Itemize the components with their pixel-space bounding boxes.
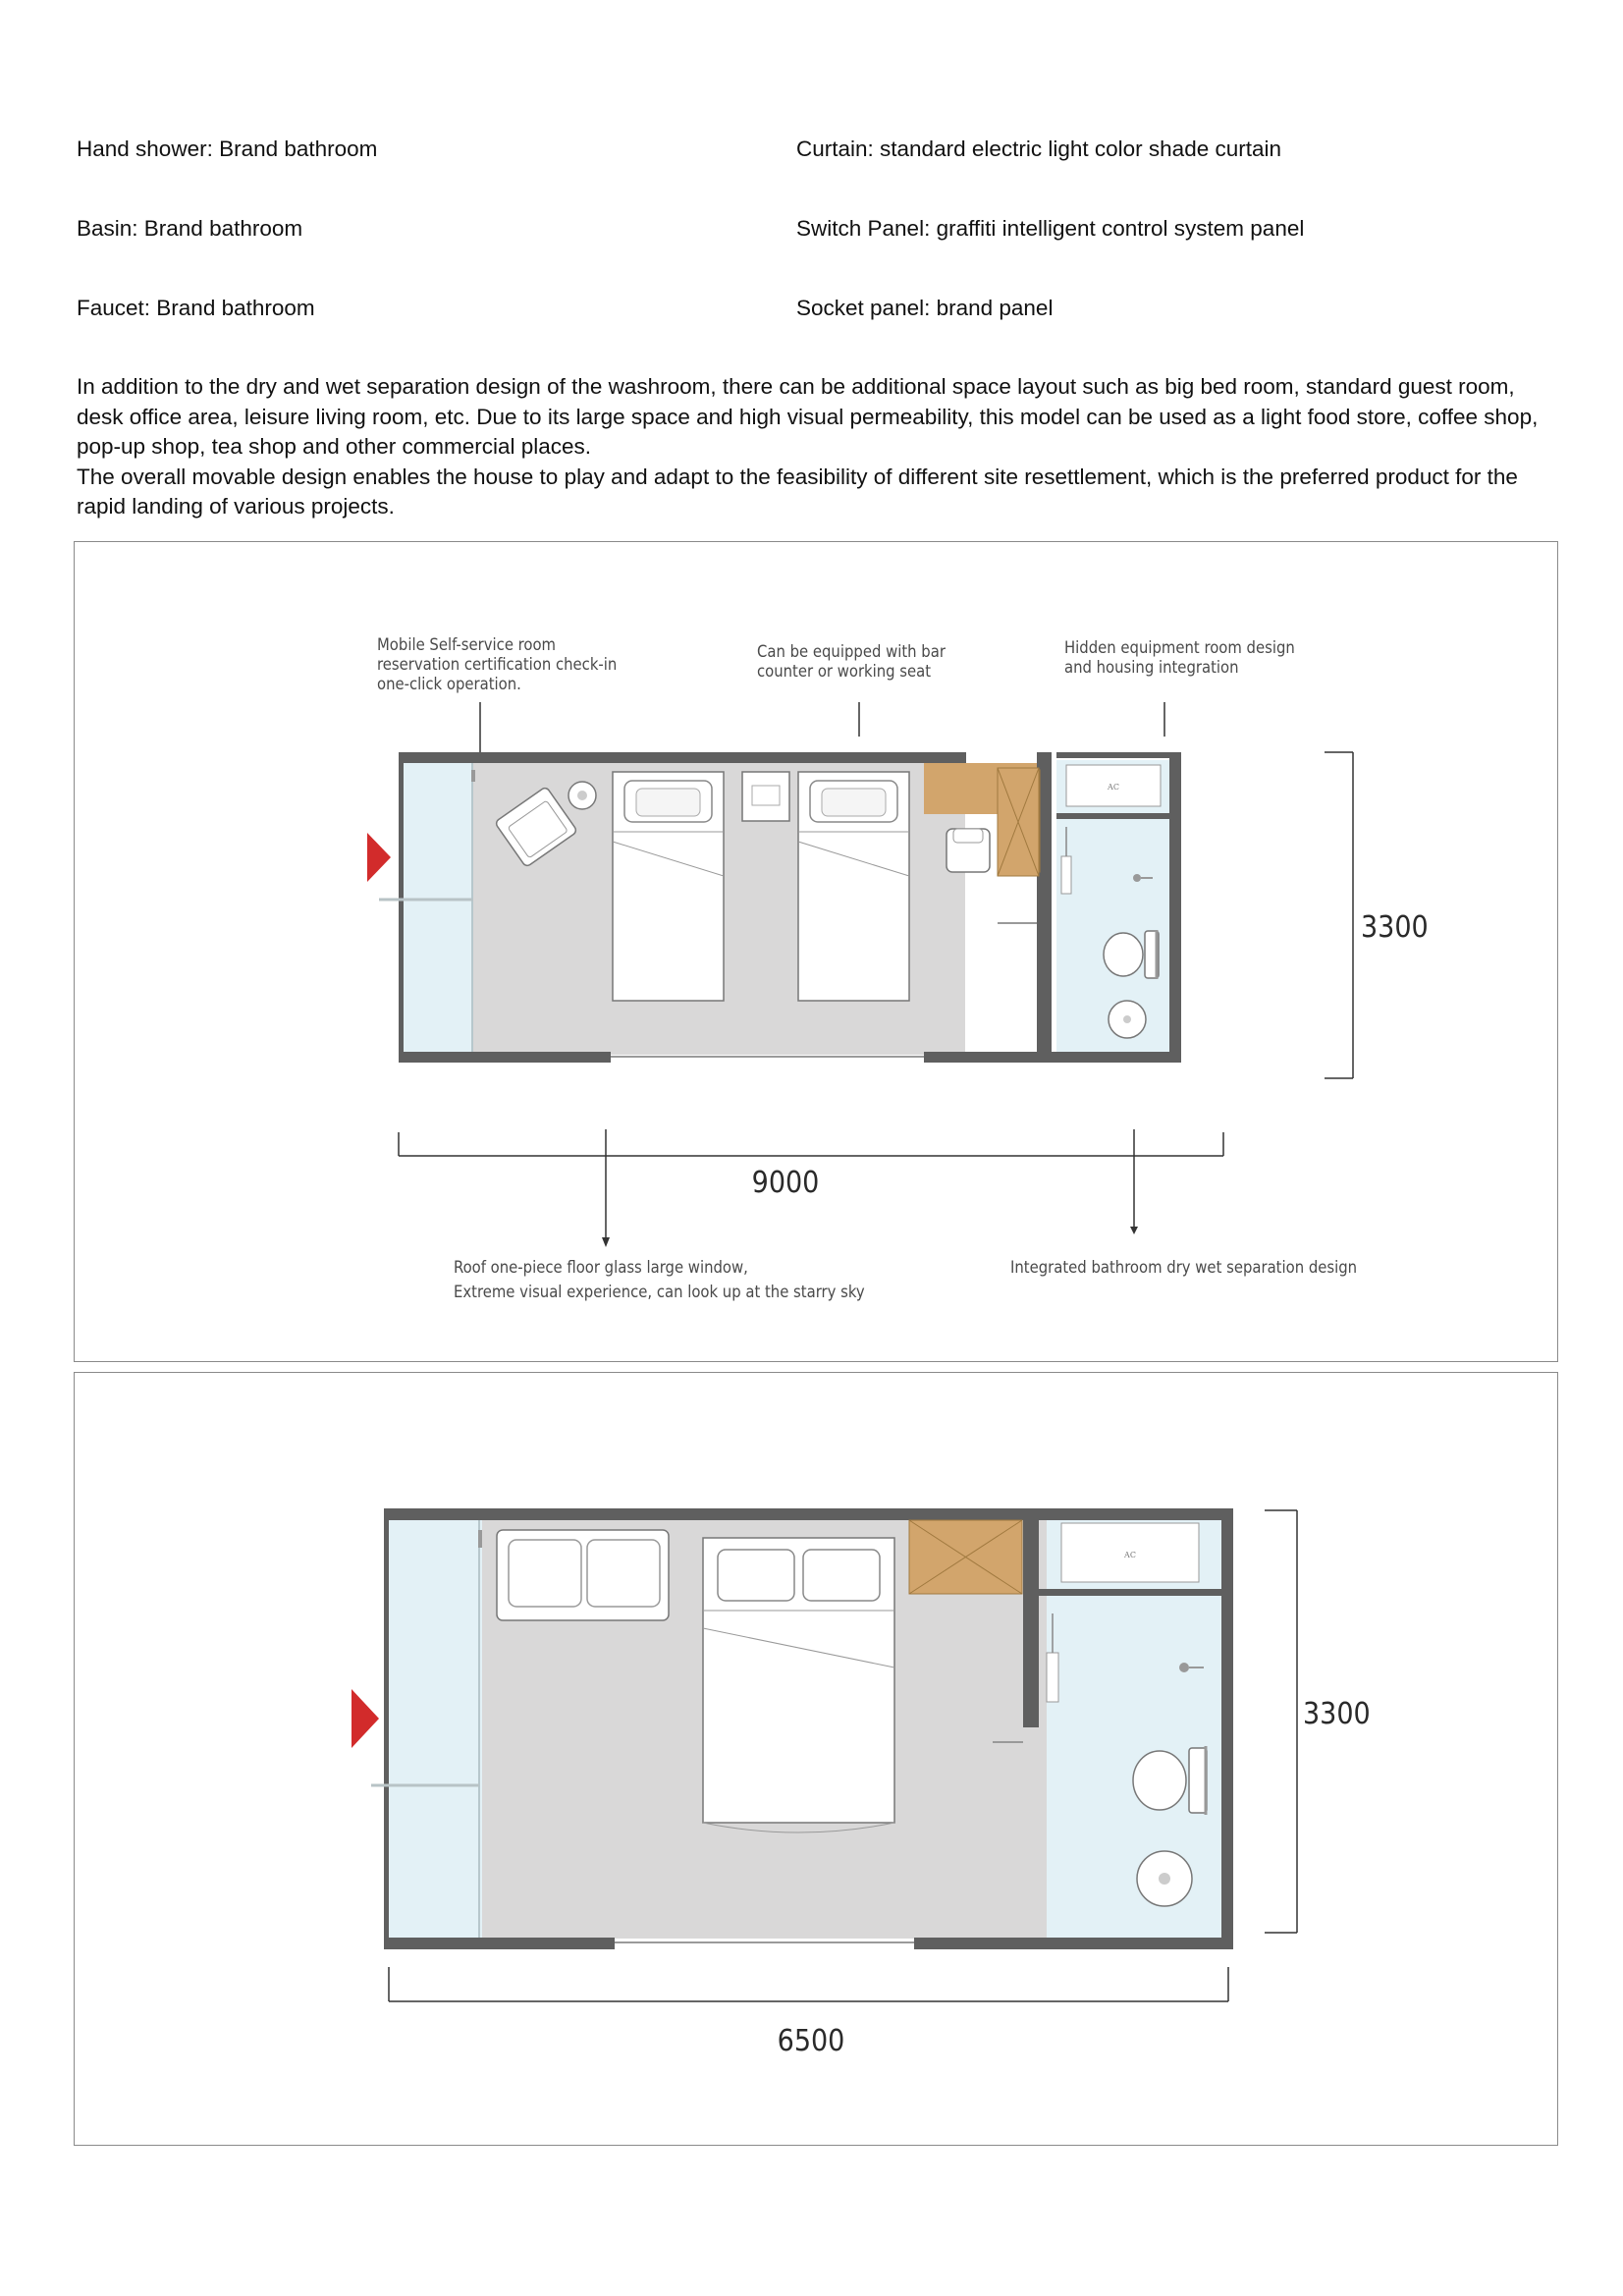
depth-dimension: 3300 [1361,910,1429,945]
description-paragraph-2: The overall movable design enables the house to play and adapt to the feasibility of different site resettlement, which is the preferred product for the rapid landing of various projects. [77,464,1518,519]
depth-dimension-2: 3300 [1303,1697,1371,1731]
callout-hidden-equipment: Hidden equipment room design and housing integration [1064,638,1295,677]
callout-self-service: Mobile Self-service room reservation certification check-in one-click operation. [377,635,618,693]
basin-icon [1109,1001,1146,1038]
hand-shower-icon-2 [1179,1663,1189,1672]
hand-shower-icon [1133,874,1141,882]
spec-curtain: Curtain: standard electric light color shade curtain [796,137,1282,161]
spec-basin: Basin: Brand bathroom [77,216,303,241]
floor-plan-9000-panel [74,541,1558,1362]
floor-plan-6500-panel [74,1372,1558,2146]
single-bed-2-icon [798,772,909,1001]
svg-text:AC: AC [1124,1551,1136,1559]
spec-faucet: Faucet: Brand bathroom [77,296,315,320]
entry-arrow-icon [367,833,391,882]
toilet-icon-2 [1133,1748,1207,1813]
spec-switch-panel: Switch Panel: graffiti intelligent control system panel [796,216,1305,241]
callout-roof-window: Roof one-piece floor glass large window, Extreme visual experience, can look up at the starry sky [454,1258,865,1301]
nightstand-icon [742,772,789,821]
spec-hand-shower: Hand shower: Brand bathroom [77,137,378,161]
description [77,372,1549,522]
width-dimension-2: 6500 [777,2024,845,2058]
floor-plan-9000 [75,542,1557,1361]
description-paragraph-1: In addition to the dry and wet separation design of the washroom, there can be additional space layout such as big bed room, standard guest room, desk office area, leisure living room, etc. Due to its large space and high visual permeability, this model can be used as a light food store, coffee shop, pop-up shop, tea shop and other commercial places. [77,374,1539,459]
single-bed-1-icon [613,772,724,1001]
toilet-icon [1104,931,1159,978]
double-bed-icon [703,1538,894,1832]
basin-icon-2 [1137,1851,1192,1906]
width-dimension: 9000 [751,1166,820,1200]
callout-bathroom: Integrated bathroom dry wet separation design [1010,1258,1358,1277]
callout-bar-counter: Can be equipped with bar counter or working seat [757,642,946,681]
floor-plan-6500 [75,1373,1557,2145]
entry-arrow-icon-2 [352,1689,379,1748]
sofa-icon [497,1530,669,1620]
spec-socket-panel: Socket panel: brand panel [796,296,1054,320]
svg-text:AC: AC [1108,783,1119,792]
